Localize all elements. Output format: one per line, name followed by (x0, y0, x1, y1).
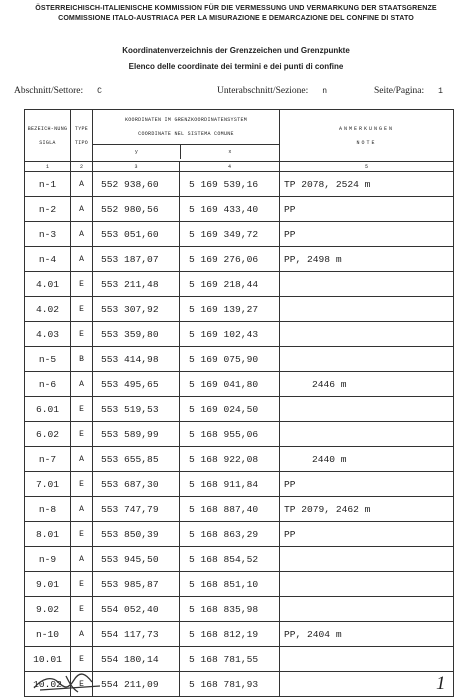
y-coordinate-cell: 553 495,65 (93, 372, 180, 397)
note-cell: 2440 m (280, 447, 454, 472)
commission-title-it: COMMISSIONE ITALO-AUSTRIACA PER LA MISURAZIONE E DEMARCAZIONE DEL CONFINE DI STATO (58, 14, 414, 22)
x-coordinate-cell: 5 168 955,06 (180, 422, 280, 447)
x-coordinate-cell: 5 169 433,40 (180, 197, 280, 222)
y-coordinate-cell: 553 211,48 (93, 272, 180, 297)
x-coordinate-cell: 5 168 887,40 (180, 497, 280, 522)
note-cell (280, 547, 454, 572)
table-row (25, 422, 454, 447)
note-cell: PP, 2404 m (280, 622, 454, 647)
note-cell: PP (280, 222, 454, 247)
y-coordinate-cell: 553 051,60 (93, 222, 180, 247)
type-cell: E (71, 322, 93, 347)
note-cell: TP 2078, 2524 m (280, 172, 454, 197)
type-cell: E (71, 672, 93, 697)
x-coordinate-cell: 5 169 024,50 (180, 397, 280, 422)
sigla-cell: 4.01 (25, 272, 71, 297)
x-coordinate-cell: 5 168 922,08 (180, 447, 280, 472)
sigla-cell: 6.02 (25, 422, 71, 447)
table-row (25, 222, 454, 247)
sigla-cell: 10.02 (25, 672, 71, 697)
sigla-cell: n-7 (25, 447, 71, 472)
table-row (25, 322, 454, 347)
x-coordinate-cell: 5 168 863,29 (180, 522, 280, 547)
note-cell (280, 397, 454, 422)
note-cell (280, 572, 454, 597)
subsection-label: Unterabschnitt/Sezione: (217, 86, 309, 96)
header-x: x (228, 149, 232, 155)
x-coordinate-cell: 5 169 539,16 (180, 172, 280, 197)
sigla-cell: 10.01 (25, 647, 71, 672)
section-field (14, 86, 102, 96)
table-row (25, 597, 454, 622)
document-title-de: Koordinatenverzeichnis der Grenzzeichen und Grenzpunkte (122, 46, 350, 55)
y-coordinate-cell: 553 687,30 (93, 472, 180, 497)
handwritten-signature (30, 670, 110, 696)
page-label: Seite/Pagina: (374, 86, 425, 96)
table-row (25, 347, 454, 372)
type-cell: E (71, 472, 93, 497)
header-y: y (93, 145, 181, 159)
header-type: TYPE TIPO (71, 110, 93, 162)
sigla-cell: 7.01 (25, 472, 71, 497)
y-coordinate-cell: 553 187,07 (93, 247, 180, 272)
note-cell: PP (280, 522, 454, 547)
table-row (25, 472, 454, 497)
x-coordinate-cell: 5 168 781,93 (180, 672, 280, 697)
sigla-cell: n-1 (25, 172, 71, 197)
table-header-row (25, 110, 454, 162)
sigla-cell: 8.01 (25, 522, 71, 547)
x-coordinate-cell: 5 168 835,98 (180, 597, 280, 622)
table-row (25, 572, 454, 597)
table-row (25, 172, 454, 197)
table-row (25, 272, 454, 297)
sigla-cell: 6.01 (25, 397, 71, 422)
y-coordinate-cell: 552 938,60 (93, 172, 180, 197)
x-coordinate-cell: 5 169 276,06 (180, 247, 280, 272)
note-cell (280, 322, 454, 347)
note-cell: PP, 2498 m (280, 247, 454, 272)
note-cell (280, 597, 454, 622)
x-coordinate-cell: 5 169 218,44 (180, 272, 280, 297)
subsection-field (217, 86, 327, 96)
type-cell: E (71, 272, 93, 297)
x-coordinate-cell: 5 168 911,84 (180, 472, 280, 497)
type-cell: A (71, 547, 93, 572)
y-coordinate-cell: 553 519,53 (93, 397, 180, 422)
sigla-cell: n-5 (25, 347, 71, 372)
y-coordinate-cell: 553 359,80 (93, 322, 180, 347)
section-value: C (97, 87, 102, 96)
table-row (25, 522, 454, 547)
table-row (25, 397, 454, 422)
note-cell (280, 272, 454, 297)
type-cell: E (71, 597, 93, 622)
sigla-cell: n-3 (25, 222, 71, 247)
table-row (25, 497, 454, 522)
type-cell: E (71, 422, 93, 447)
table-row (25, 297, 454, 322)
table-row (25, 622, 454, 647)
subsection-value: n (322, 87, 328, 96)
y-coordinate-cell: 553 945,50 (93, 547, 180, 572)
note-cell (280, 297, 454, 322)
y-coordinate-cell: 553 589,99 (93, 422, 180, 447)
x-coordinate-cell: 5 169 041,80 (180, 372, 280, 397)
sigla-cell: n-4 (25, 247, 71, 272)
y-coordinate-cell: 553 655,85 (93, 447, 180, 472)
type-cell: A (71, 622, 93, 647)
note-cell (280, 347, 454, 372)
sigla-cell: 4.02 (25, 297, 71, 322)
table-row (25, 197, 454, 222)
note-cell (280, 647, 454, 672)
y-coordinate-cell: 553 747,79 (93, 497, 180, 522)
x-coordinate-cell: 5 169 349,72 (180, 222, 280, 247)
y-coordinate-cell: 553 985,87 (93, 572, 180, 597)
page-value: 1 (438, 87, 443, 96)
type-cell: A (71, 497, 93, 522)
page-field (374, 86, 443, 96)
y-coordinate-cell: 554 052,40 (93, 597, 180, 622)
sigla-cell: n-6 (25, 372, 71, 397)
table-row (25, 247, 454, 272)
handwritten-page-number: 1 (436, 673, 446, 694)
x-coordinate-cell: 5 169 102,43 (180, 322, 280, 347)
x-coordinate-cell: 5 169 139,27 (180, 297, 280, 322)
header-notes: ANMERKUNGEN NOTE (280, 110, 454, 162)
x-coordinate-cell: 5 168 812,19 (180, 622, 280, 647)
type-cell: E (71, 522, 93, 547)
sigla-cell: n-8 (25, 497, 71, 522)
sigla-cell: 9.01 (25, 572, 71, 597)
sigla-cell: 4.03 (25, 322, 71, 347)
sigla-cell: n-9 (25, 547, 71, 572)
type-cell: A (71, 247, 93, 272)
y-coordinate-cell: 553 307,92 (93, 297, 180, 322)
note-cell: PP (280, 472, 454, 497)
type-cell: A (71, 372, 93, 397)
sigla-cell: n-10 (25, 622, 71, 647)
type-cell: E (71, 397, 93, 422)
x-coordinate-cell: 5 168 851,10 (180, 572, 280, 597)
type-cell: B (71, 347, 93, 372)
y-coordinate-cell: 552 980,56 (93, 197, 180, 222)
table-row (25, 647, 454, 672)
y-coordinate-cell: 554 117,73 (93, 622, 180, 647)
x-coordinate-cell: 5 168 781,55 (180, 647, 280, 672)
type-cell: E (71, 572, 93, 597)
table-row (25, 447, 454, 472)
y-coordinate-cell: 554 180,14 (93, 647, 180, 672)
section-label: Abschnitt/Settore: (14, 86, 84, 96)
coordinates-table (24, 109, 454, 697)
type-cell: A (71, 172, 93, 197)
column-number-row: 1 2 3 4 5 (25, 162, 454, 172)
type-cell: A (71, 197, 93, 222)
note-cell: TP 2079, 2462 m (280, 497, 454, 522)
note-cell (280, 672, 454, 697)
header-sigla: BEZEICH-NUNG SIGLA (25, 110, 71, 162)
note-cell: 2446 m (280, 372, 454, 397)
y-coordinate-cell: 553 414,98 (93, 347, 180, 372)
commission-title-de: ÖSTERREICHISCH-ITALIENISCHE KOMMISSION FÜR DIE VERMESSUNG UND VERMARKUNG DER STAATSGRENZE (35, 4, 437, 12)
document-title-it: Elenco delle coordinate dei termini e dei punti di confine (128, 62, 344, 71)
header-coordinates: KOORDINATEN IM GRENZKOORDINATENSYSTEM COORDINATE NEL SISTEMA COMUNE y x (93, 110, 280, 162)
type-cell: A (71, 222, 93, 247)
x-coordinate-cell: 5 168 854,52 (180, 547, 280, 572)
table-row (25, 372, 454, 397)
table-row (25, 547, 454, 572)
type-cell: A (71, 447, 93, 472)
x-coordinate-cell: 5 169 075,90 (180, 347, 280, 372)
sigla-cell: n-2 (25, 197, 71, 222)
note-cell (280, 422, 454, 447)
type-cell: E (71, 297, 93, 322)
note-cell: PP (280, 197, 454, 222)
type-cell: E (71, 647, 93, 672)
y-coordinate-cell: 553 850,39 (93, 522, 180, 547)
y-coordinate-cell: 554 211,09 (93, 672, 180, 697)
sigla-cell: 9.02 (25, 597, 71, 622)
